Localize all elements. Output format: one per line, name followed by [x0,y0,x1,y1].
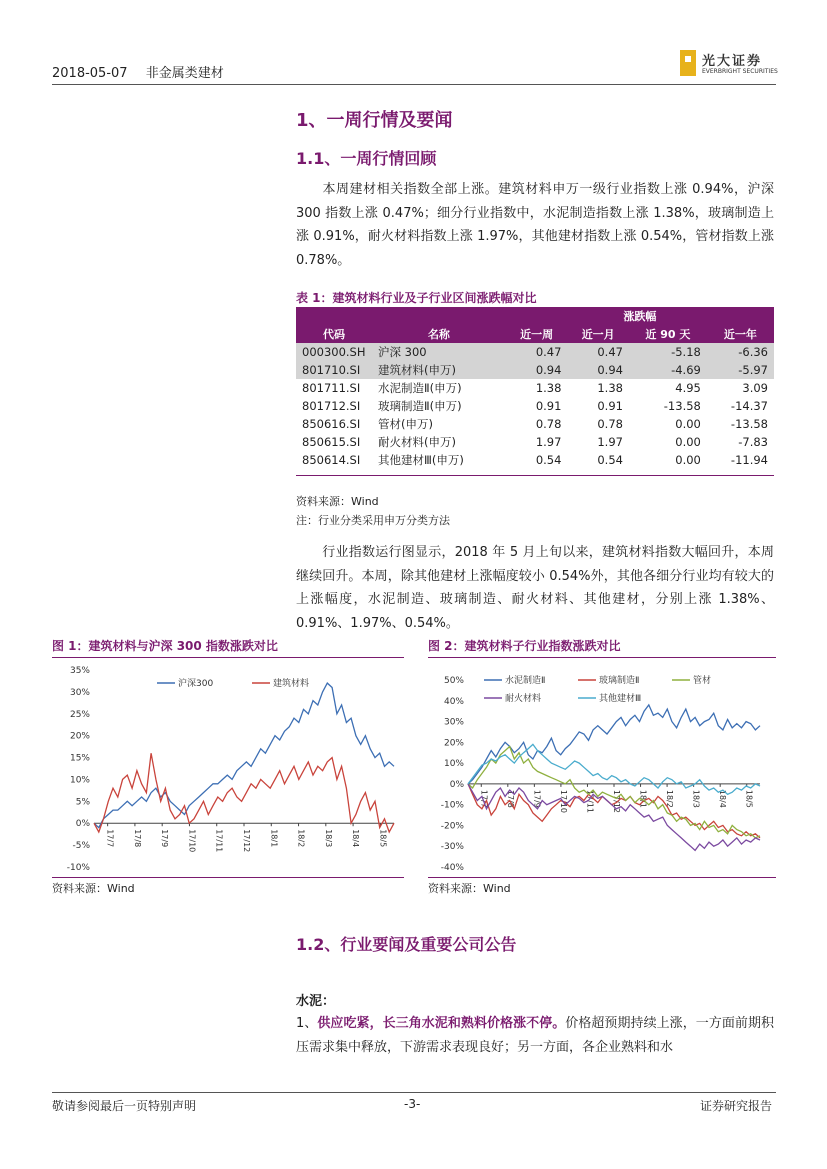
table-cell-value: -14.37 [730,399,768,413]
table-cell-code: 000300.SH [296,343,372,361]
x-tick-label: 18/4 [351,829,361,848]
y-tick-label: 0% [75,819,90,830]
cement-news-prefix: 1、 [296,1016,318,1031]
cement-label: 水泥： [296,994,336,1009]
x-tick-label: 18/1 [269,829,279,848]
table-note: 注：行业分类采用申万分类方法 [296,514,450,527]
y-tick-label: -10% [66,863,90,873]
table-col-header: 近一年 [707,325,774,343]
x-tick-label: 17/10 [558,789,568,813]
legend-label: 沪深300 [178,679,214,689]
table-cell-code: 801712.SI [302,399,361,413]
table-cell-value: 0.91 [597,399,623,413]
table-cell-value: 0.47 [506,343,568,361]
figure-2-chart [428,660,776,875]
figure-2-title: 图 2：建筑材料子行业指数涨跌对比 [428,639,621,653]
y-tick-label: 30% [443,717,464,728]
series-line-1 [94,753,394,832]
table-cell-name: 建筑材料(申万) [372,361,506,379]
footer-disclaimer: 敬请参阅最后一页特别声明 [52,1099,197,1113]
y-tick-label: -10% [440,800,464,811]
header-divider [52,84,776,85]
cement-news-paragraph [296,1012,774,1059]
x-tick-label: 18/4 [718,789,728,808]
x-tick-label: 17/7 [105,829,115,848]
table-cell-value: -13.58 [663,399,701,413]
table-cell-value: 0.47 [567,343,629,361]
table-cell-value: -7.83 [738,435,768,449]
table-cell-name: 玻璃制造Ⅱ(申万) [378,399,462,413]
table-row [296,397,774,415]
table-row [296,361,774,379]
table-cell-value: 0.78 [535,417,562,431]
table-cell-value: 0.54 [597,453,623,467]
table-col-header: 名称 [372,325,506,343]
x-tick-label: 17/10 [187,829,197,853]
legend-label: 建筑材料 [273,679,310,689]
y-tick-label: 20% [443,738,464,749]
legend-label: 耐火材料 [505,694,542,704]
table-header-row [296,325,774,343]
table-cell-value: -6.36 [707,343,774,361]
table-cell-value: -4.69 [629,361,707,379]
y-tick-label: 10% [443,759,464,770]
table-row [296,343,774,361]
table-col-header: 代码 [296,325,372,343]
x-tick-label: 17/8 [132,829,142,848]
figure-1-chart [52,660,404,875]
y-tick-label: 40% [443,696,464,707]
y-tick-label: 30% [69,687,90,698]
table-cell-code: 801710.SI [296,361,372,379]
table-row [296,433,774,451]
table-col-header: 近一月 [567,325,629,343]
table-cell-value: -11.94 [730,453,768,467]
section-1-1-title: 1.1、一周行情回顾 [296,149,437,168]
x-tick-label: 17/11 [585,789,595,813]
x-tick-label: 18/1 [638,789,648,808]
table-cell-value: 1.97 [597,435,623,449]
x-tick-label: 17/12 [612,789,621,813]
table-cell-value: 1.38 [597,381,623,395]
table-cell-code: 850615.SI [302,435,361,449]
figure-1-title: 图 1：建筑材料与沪深 300 指数涨跌对比 [52,639,278,653]
table-bottom-rule [296,475,774,476]
report-sector: 非金属类建材 [145,66,224,81]
x-tick-label: 18/3 [691,789,701,808]
table-cell-code: 850614.SI [302,453,361,467]
y-tick-label: -40% [440,863,464,873]
table-cell-name: 管材(申万) [378,417,433,431]
index-trend-text: 行业指数运行图显示，2018 年 5 月上旬以来，建筑材料指数大幅回升，本周继续回升。本周，除其他建材上涨幅度较小 0.54%外，其他各细分行业均有较大的上涨幅度，水泥制造、玻璃制造、耐火材料、其他建材，分别上涨 1.38%、0.91%、1.97%、0.54%。 [296,545,774,631]
table-cell-value: 4.95 [675,381,701,395]
x-tick-label: 17/9 [160,829,170,848]
table-cell-value: 0.00 [675,417,701,431]
x-tick-label: 17/8 [505,789,515,808]
footer-report-type: 证券研究报告 [700,1099,773,1113]
table-row [296,415,774,433]
table-cell-value: 1.97 [535,435,562,449]
table-cell-name: 耐火材料(申万) [378,435,456,449]
section-1-2-title: 1.2、行业要闻及重要公司公告 [296,935,517,954]
logo-text-cn: 光大证券 [702,54,763,69]
table-cell-value: 1.38 [535,381,562,395]
index-trend-paragraph [296,541,774,635]
y-tick-label: 25% [69,709,90,720]
x-tick-label: 18/5 [378,829,388,848]
table-row [296,379,774,397]
y-tick-label: 20% [69,731,90,742]
header-meta [52,62,238,81]
cement-news-text: 价格超预期持续上涨，一方面前期积压需求集中释放，下游需求表现良好；另一方面，各企业熟料和水 [296,1016,774,1055]
page-number: -3- [404,1097,421,1111]
table-cell-code: 850616.SI [302,417,361,431]
y-tick-label: 35% [69,666,90,676]
table-cell-value: 3.09 [742,381,768,395]
table-cell-value: 0.94 [506,361,568,379]
table-cell-value: 0.94 [567,361,629,379]
table-source: 资料来源：Wind [296,495,379,508]
company-logo [680,48,780,80]
weekly-review-paragraph [296,178,774,272]
legend-label: 管材 [693,676,712,686]
footer-divider [52,1092,776,1093]
table-row [296,451,774,469]
figure-1-bottom-rule [52,877,404,878]
x-tick-label: 18/3 [323,829,333,848]
table-cell-name: 其他建材Ⅲ(申万) [378,453,464,467]
x-tick-label: 18/2 [665,789,675,808]
table-col-header: 近 90 天 [629,325,707,343]
report-date: 2018-05-07 [52,66,128,81]
table-cell-value: 0.91 [535,399,562,413]
table-cell-value: -13.58 [730,417,768,431]
table-cell-value: 0.00 [675,435,701,449]
y-tick-label: -30% [440,842,464,853]
x-tick-label: 17/7 [479,789,489,808]
logo-text-en: EVERBRIGHT SECURITIES [702,68,778,75]
figure-1-source: 资料来源：Wind [52,882,135,895]
table-1-title: 表 1：建筑材料行业及子行业区间涨跌幅对比 [296,291,537,305]
table-group-header: 涨跌幅 [506,307,774,325]
table-cell-value: 0.78 [597,417,623,431]
y-tick-label: 50% [443,676,464,686]
x-tick-label: 17/12 [242,829,251,853]
section-1-title: 1、一周行情及要闻 [296,110,453,131]
x-tick-label: 17/9 [532,789,542,808]
table-cell-value: 0.54 [535,453,562,467]
table-cell-value: -5.18 [629,343,707,361]
y-tick-label: 10% [69,775,90,786]
table-cell-name: 水泥制造Ⅱ(申万) [378,381,462,395]
table-cell-value: 0.00 [675,453,701,467]
table-cell-code: 801711.SI [302,381,361,395]
figure-1-top-rule [52,657,404,658]
legend-label: 玻璃制造Ⅱ [599,676,640,686]
y-tick-label: -20% [440,821,464,832]
table-cell-value: -5.97 [707,361,774,379]
table-cell-name: 沪深 300 [372,343,506,361]
x-tick-label: 18/5 [744,789,754,808]
table-col-header: 近一周 [506,325,568,343]
table-header-blank [296,307,506,325]
weekly-review-text: 本周建材相关指数全部上涨。建筑材料申万一级行业指数上涨 0.94%，沪深 300 指数上涨 0.47%；细分行业指数中，水泥制造指数上涨 1.38%，玻璃制造上涨 0.91%，耐火材料指数上涨 1.97%，其他建材指数上涨 0.54%，管材指数上涨 0.78%。 [296,182,774,268]
legend-label: 其他建材Ⅲ [599,694,642,704]
index-change-table [296,307,774,469]
x-tick-label: 17/11 [214,829,224,853]
figure-2-top-rule [428,657,776,658]
series-line-0 [468,705,760,784]
figure-2-source: 资料来源：Wind [428,882,511,895]
y-tick-label: -5% [72,841,90,852]
figure-2-bottom-rule [428,877,776,878]
y-tick-label: 5% [75,797,90,808]
y-tick-label: 15% [69,753,90,764]
logo-mark-icon [680,50,696,76]
cement-news-highlight: 供应吃紧，长三角水泥和熟料价格涨不停。 [317,1016,566,1031]
x-tick-label: 18/2 [296,829,306,848]
legend-label: 水泥制造Ⅱ [505,676,546,686]
y-tick-label: 0% [449,779,464,790]
